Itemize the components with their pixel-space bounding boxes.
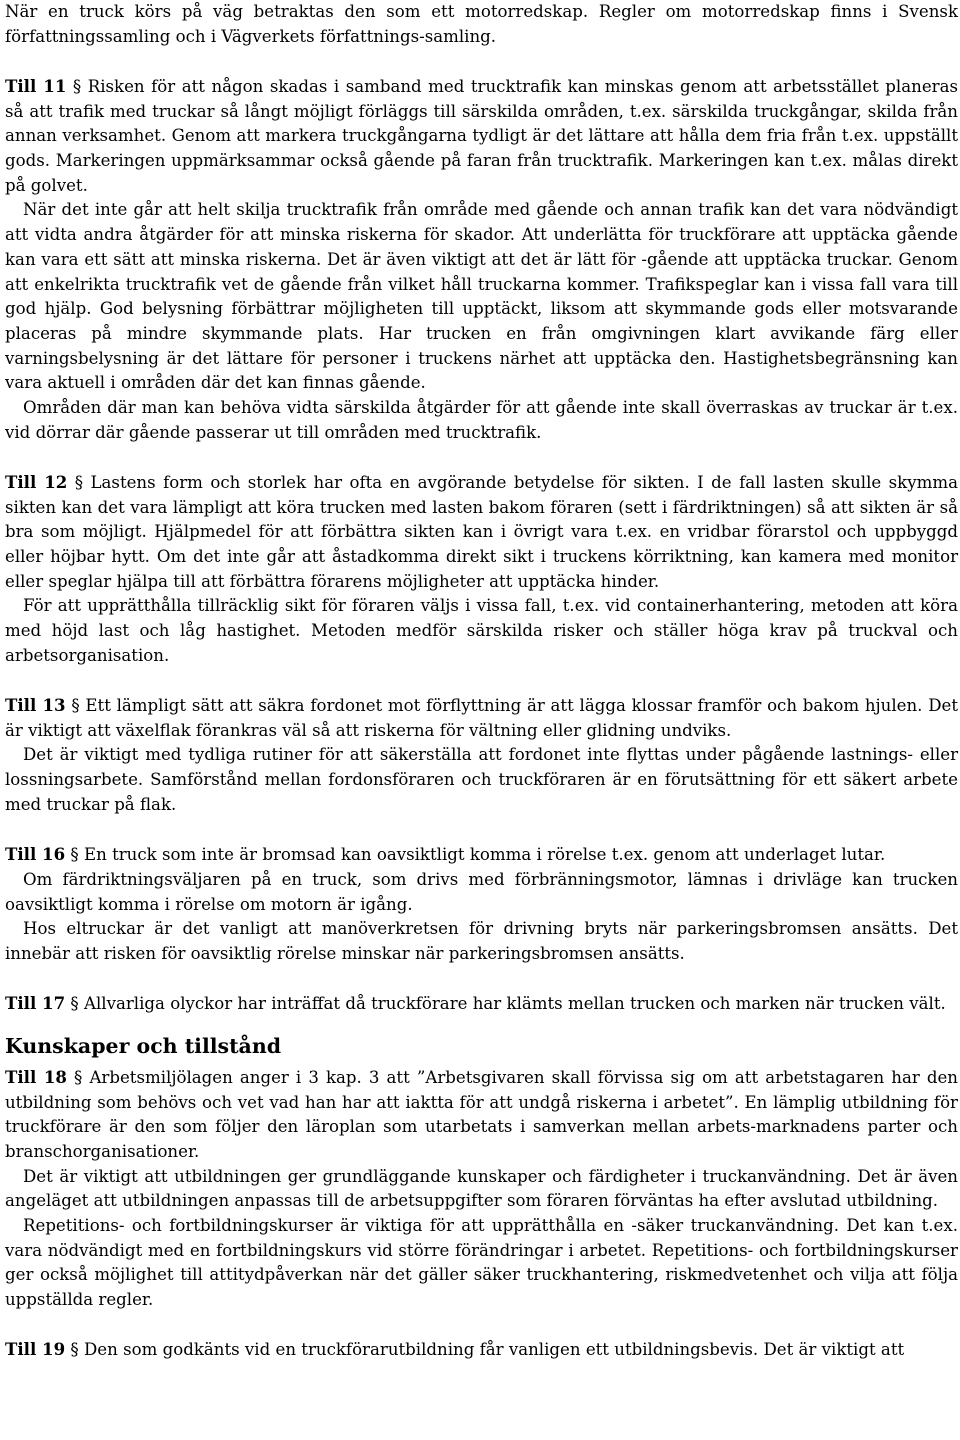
paragraph (5, 693, 958, 743)
paragraph (5, 594, 958, 668)
section-mark: § (66, 1067, 90, 1087)
paragraph-text: Områden där man kan behöva vidta särskilda åtgärder för att gående inte skall överraskas av truckar är t.ex. vid dörrar där gående passerar ut till områden med trucktrafik. (5, 398, 958, 442)
paragraph-text: Det är viktigt att utbildningen ger grundläggande kunskaper och färdigheter i truckanvändning. Det är även angeläget att utbildningen anpassas till de arbetsuppgifter som föraren förväntas ha efter avslutad utbildning. (5, 1166, 958, 1211)
intro-block (5, 0, 958, 49)
paragraph-gap (5, 669, 958, 694)
paragraph (5, 991, 958, 1017)
section-mark: § (67, 472, 91, 492)
section-reference: Till 11 (5, 75, 67, 96)
paragraph (5, 1337, 958, 1363)
section-till-16 (5, 842, 958, 967)
section-reference: Till 13 (5, 695, 66, 716)
paragraph-text: Arbetsmiljölagen anger i 3 kap. 3 att ”Arbetsgivaren skall förvissa sig om att arbetstagaren har den utbildning som behövs och vet vad han har att iakttа för att undgå riskerna i arbetet”. En lämplig utbildning för truckförare är den som följer den läroplan som utarbetats i samverkan mellan arbets-marknadens parter och branschorganisationer. (5, 1067, 958, 1161)
section-till-12 (5, 470, 958, 669)
paragraph-gap (5, 445, 958, 470)
section-heading: Kunskaper och tillstånd (5, 1033, 282, 1058)
section-till-17 (5, 991, 958, 1017)
paragraph (5, 743, 958, 817)
paragraph (5, 1165, 958, 1214)
paragraph (5, 198, 958, 396)
paragraph (5, 0, 958, 49)
paragraph-text: För att upprätthålla tillräcklig sikt för föraren väljs i vissa fall, t.ex. vid containerhantering, metoden att köra med höjd last och låg hastighet. Metoden medför särskilda risker och ställer höga krav på truckval och arbetsorganisation. (5, 596, 958, 665)
paragraph-text: Om färdriktningsväljaren på en truck, som drivs med förbränningsmotor, lämnas i drivläge kan trucken oavsiktligt komma i rörelse om motorn är igång. (5, 869, 958, 914)
section-till-13 (5, 693, 958, 818)
section-reference: Till 12 (5, 471, 68, 492)
paragraph-gap (5, 1313, 958, 1338)
paragraph (5, 74, 958, 199)
paragraph-text: Lastens form och storlek har ofta en avgörande betydelse för sikten. I de fall lasten skulle skymma sikten kan det vara lämpligt att köra trucken med lasten bakom föraren (sett i färdriktningen) så att sikten är så bra som möjligt. Hjälpmedel för att förbättra sikten kan i övrigt vara t.ex. en vridbar förarstol och uppbyggd eller höjbar hytt. Om det inte går att åstadkomma direkt sikt i truckens körriktning, kan kamera med monitor eller speglar hjälpa till att förbättra förarens möjligheter att upptäcka hinder. (5, 472, 958, 591)
paragraph-text: Risken för att någon skadas i samband med trucktrafik kan minskas genom att arbetsstället planeras så att trafik med truckar så långt möjligt förläggs till särskilda områden, t.ex. särskilda truckgångar, skilda från annan verksamhet. Genom att markera truckgångarna tydligt är det lättare att hålla dem fria från t.ex. uppställt gods. Markeringen uppmärksammar också gående på faran från trucktrafik. Markeringen kan t.ex. målas direkt på golvet. (5, 76, 958, 195)
paragraph-text: Hos eltruckar är det vanligt att manöverkretsen för drivning bryts när parkeringsbromsen ansätts. Det innebär att risken för oavsiktlig rörelse minskar när parkeringsbromsen ansätts. (5, 919, 958, 963)
paragraph (5, 396, 958, 445)
section-mark: § (65, 696, 86, 716)
section-mark: § (65, 994, 84, 1014)
paragraph-text: En truck som inte är bromsad kan oavsiktligt komma i rörelse t.ex. genom att underlaget lutar. (84, 845, 886, 865)
section-till-11 (5, 74, 958, 446)
section-mark: § (66, 76, 88, 96)
paragraph-text: Det är viktigt med tydliga rutiner för att säkerställa att fordonet inte flyttas under pågående lastnings- eller lossningsarbete. Samförstånd mellan fordonsföraren och truckföraren är en förutsättning för ett säkert arbete med truckar på flak. (5, 745, 958, 814)
paragraph-text: När det inte går att helt skilja trucktrafik från område med gående och annan trafik kan det vara nödvändigt att vidta andra åtgärder för att minska riskerna för skador. Att underlätta för truckförare att upptäcka gående kan vara ett sätt att minska riskerna. Det är även viktigt att det är lätt för -gående att upptäcka truckar. Genom att enkelrikta trucktrafik vet de gående från vilket håll truckarna kommer. Trafikspeglar kan i vissa fall vara till god hjälp. God belysning förbättrar möjligheten till upptäckt, liksom att skymmande gods eller motsvarande placeras på mindre skymmande plats. Har trucken en från omgivningen klart avvikande färg eller varningsbelysning är det lättare för personer i truckens närhet att upptäcka den. Hastighetsbegränsning kan vara aktuell i områden där det kan finnas gående. (5, 200, 958, 393)
paragraph (5, 1214, 958, 1313)
section-mark: § (65, 1340, 84, 1360)
section-till-19 (5, 1337, 958, 1363)
paragraph-text: Den som godkänts vid en truckförarutbildning får vanligen ett utbildningsbevis. Det är viktigt att (84, 1340, 905, 1360)
paragraph (5, 470, 958, 595)
paragraph (5, 842, 958, 868)
paragraph (5, 1065, 958, 1165)
paragraph (5, 917, 958, 966)
paragraph-gap (5, 967, 958, 992)
section-reference: Till 19 (5, 1339, 66, 1360)
section-reference: Till 18 (5, 1066, 67, 1087)
section-reference: Till 16 (5, 844, 66, 865)
paragraph-text: Allvarliga olyckor har inträffat då truckförare har klämts mellan trucken och marken när trucken vält. (84, 994, 946, 1014)
paragraph (5, 868, 958, 917)
paragraph-text: När en truck körs på väg betraktas den som ett motorredskap. Regler om motorredskap finns i Svensk författningssamling och i Vägverkets författnings-samling. (5, 2, 958, 46)
paragraph-gap (5, 818, 958, 843)
paragraph-text: Ett lämpligt sätt att säkra fordonet mot förflyttning är att lägga klossar framför och bakom hjulen. Det är viktigt att växelflak förankras väl så att riskerna för vältning eller glidning undviks. (5, 696, 958, 740)
section-reference: Till 17 (5, 993, 66, 1014)
section-mark: § (65, 845, 84, 865)
section-till-18 (5, 1065, 958, 1313)
paragraph-gap (5, 49, 958, 74)
paragraph-text: Repetitions- och fortbildningskurser är viktiga för att upprätthålla en -säker truckanvändning. Det kan t.ex. vara nödvändigt med en fortbildningskurs vid större förändringar i arbetet. Repetitions- och fortbildningskurser ger också möjlighet till attitydpåverkan när det gäller säker truckhantering, riskmedvetenhet och vilja att följa uppställda regler. (5, 1216, 958, 1310)
document-page (5, 0, 958, 1363)
